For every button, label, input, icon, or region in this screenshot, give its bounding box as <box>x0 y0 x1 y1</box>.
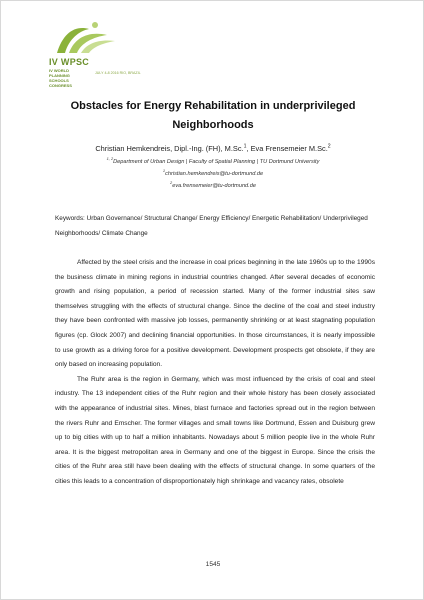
email-2-link[interactable]: eva.frensemeier@tu-dortmund.de <box>172 183 256 189</box>
affiliation <box>41 156 385 165</box>
author-2-name: Eva Frensemeier M.Sc. <box>250 144 328 153</box>
body-text <box>55 256 375 490</box>
logo-wordmark: IV WPSC <box>49 57 90 67</box>
logo-tagline: JULY 4-8 2016 RIO, BRAZIL <box>95 71 141 75</box>
author-1-name: Christian Hemkendreis, Dipl.-Ing. (FH), M.Sc. <box>95 144 244 153</box>
page-number: 1545 <box>205 561 221 568</box>
affiliation-text: Department of Urban Design | Faculty of Spatial Planning | TU Dortmund University <box>113 159 320 165</box>
email-2[interactable] <box>41 180 385 189</box>
email-1[interactable] <box>41 168 385 177</box>
keywords: Keywords: Urban Governance/ Structural Change/ Energy Efficiency/ Energetic Rehabilitation/ Underprivileged Neighborhoods/ Climate Change <box>55 215 368 237</box>
email-1-link[interactable]: christian.hemkendreis@tu-dortmund.de <box>165 171 264 177</box>
logo-subtitle: IV WORLD PLANNING SCHOOLS CONGRESS <box>49 68 72 88</box>
congress-logo <box>49 19 169 88</box>
paper-title: Obstacles for Energy Rehabilitation in underprivileged Neighborhoods <box>70 100 356 131</box>
author-line <box>41 144 385 153</box>
email-2-sup: 2 <box>170 180 173 186</box>
author-1-sup: 1 <box>243 143 247 150</box>
paragraph-1: Affected by the steel crisis and the increase in coal prices beginning in the late 1960s up to the 1990s the business climate in mining regions in industrial countries changed. After several decades of economic growth and rising population, a period of recession started. Many of the former industrial sites saw themselves struggling with the effects of structural change. Since the decline of the coal and steel industry they have been confronted with massive job losses, permanently shrinking or at least stagnating population figures (cp. Glock 2007) and declining financial opportunities. In those circumstances, it is nearly impossible to use growth as a driving force for a positive development. Development prospects get obsolete, if they are only based on increasing population. <box>55 259 375 369</box>
affiliation-sup: 1, 2 <box>106 156 114 162</box>
author-separator: , <box>246 144 251 153</box>
email-1-sup: 1 <box>162 168 166 174</box>
paragraph-2: The Ruhr area is the region in Germany, which was most influenced by the crisis of coal and steel industry. The 13 independent cities of the Ruhr region and their whole history has been closely associated with the appearance of industrial sites. Mines, blast furnace and factories spread out in the region between the rivers Ruhr and Emscher. The former villages and small towns like Dortmund, Essen and Duisburg grew up to big cities with up to half a million inhabitants. Nowadays about 5 million people live in the whole Ruhr area. It is the biggest metropolitan area in Germany and one of the biggest in Europe. Since the crisis the cities of the Ruhr area still have been dealing with the effects of structural change. In some quarters of the cities this leads to a concentration of disproportionately high shrinkage and vacancy rates, obsolete <box>55 375 375 485</box>
author-2-sup: 2 <box>327 143 331 150</box>
logo-wave-icon <box>49 19 119 57</box>
